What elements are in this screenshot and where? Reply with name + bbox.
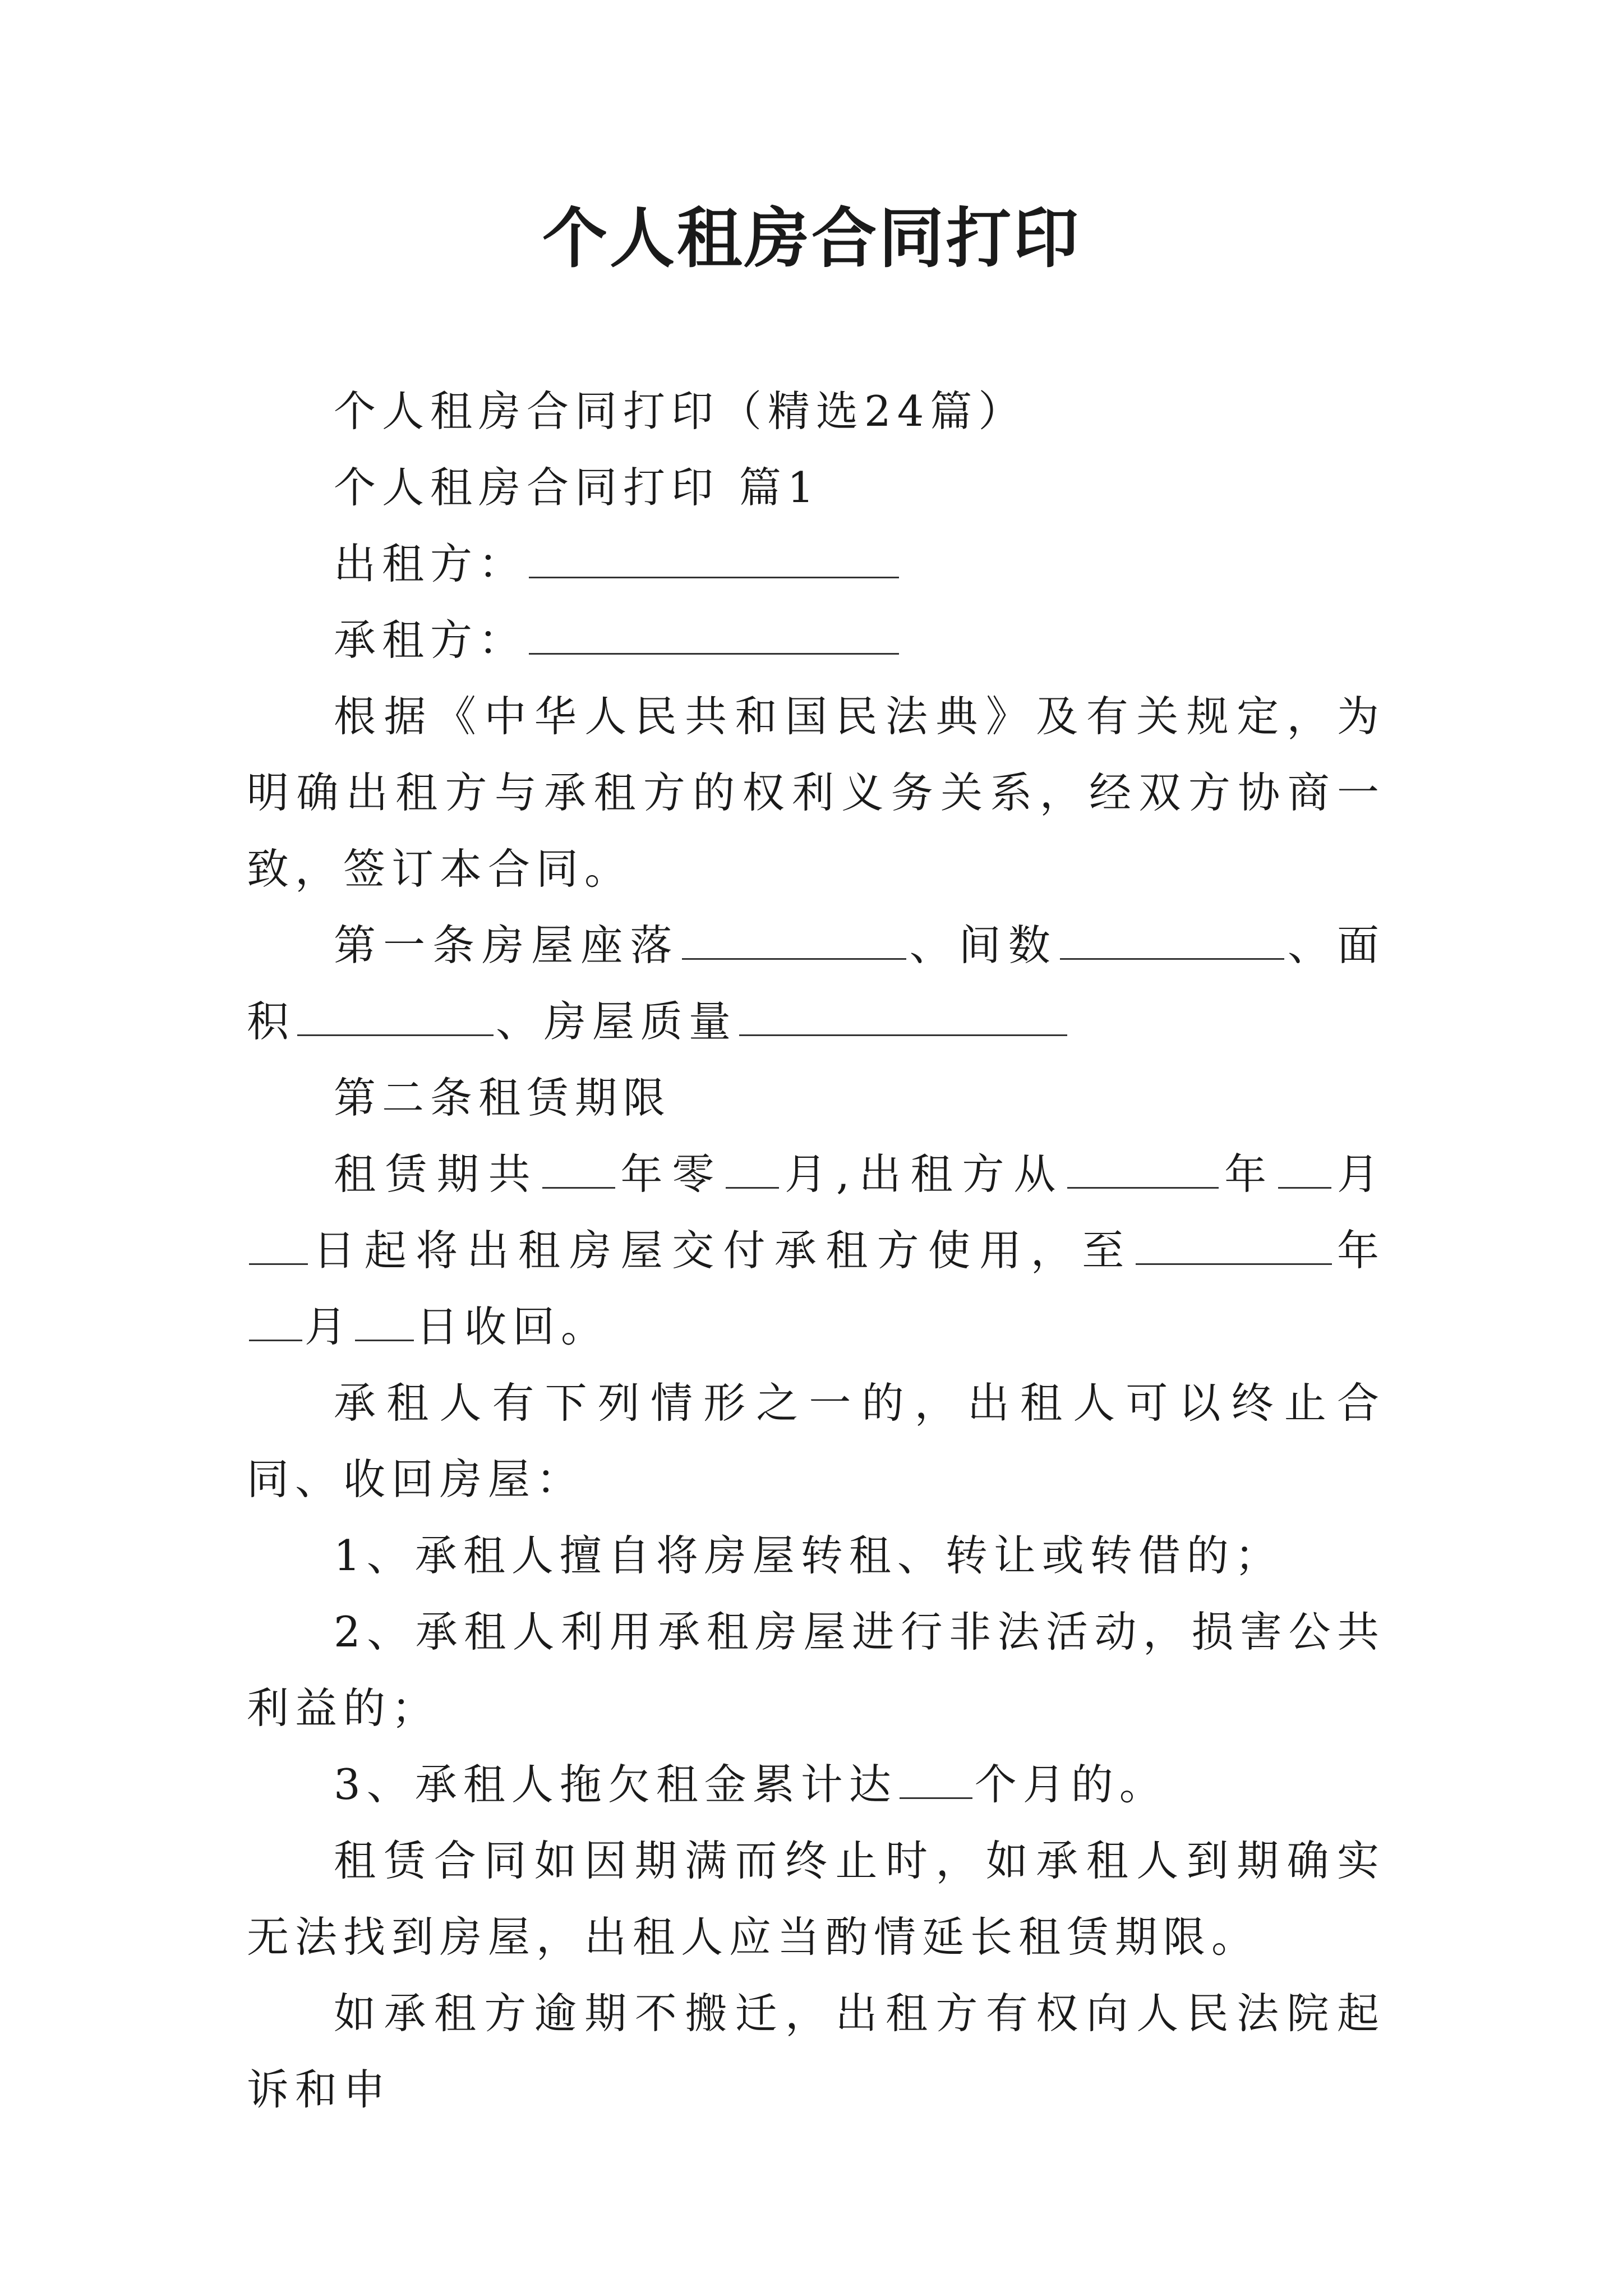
overdue-paragraph: 如承租方逾期不搬迁，出租方有权向人民法院起诉和申	[247, 1989, 1385, 2114]
clause-3-text-2: 个月的。	[974, 1760, 1168, 1809]
clause-2: 2、承租人利用承租房屋进行非法活动，损害公共利益的；	[247, 1607, 1385, 1733]
article2-heading: 第二条租赁期限	[334, 1073, 672, 1122]
quality-blank[interactable]	[739, 1000, 1067, 1036]
article1-rooms-label: 、间数	[908, 921, 1058, 970]
end-day-blank[interactable]	[355, 1305, 414, 1341]
end-year-blank[interactable]	[1136, 1228, 1332, 1265]
lessor-label: 出租方：	[334, 539, 527, 588]
lease-term-text-8: 月	[305, 1302, 353, 1351]
article1-quality-label: 、房屋质量	[496, 997, 737, 1046]
area-blank[interactable]	[297, 1000, 494, 1036]
clause-3	[247, 1746, 1385, 1823]
article1-area-label: 、面积	[247, 921, 1385, 1046]
intro-paragraph: 根据《中华人民共和国民法典》及有关规定，为明确出租方与承租方的权利义务关系，经双方协商一致，签订本合同。	[247, 692, 1385, 894]
article1-paragraph	[247, 907, 1385, 1060]
start-month-blank[interactable]	[1278, 1152, 1331, 1189]
document-title: 个人租房合同打印	[542, 200, 1081, 277]
lease-term-text-5: 月	[1334, 1149, 1385, 1199]
section-heading: 个人租房合同打印 篇1	[334, 463, 820, 512]
lessee-blank[interactable]	[529, 618, 899, 655]
lease-term-text-7: 年	[1334, 1226, 1385, 1275]
end-month-blank[interactable]	[249, 1305, 302, 1341]
arrears-months-blank[interactable]	[900, 1763, 972, 1799]
lease-term-paragraph	[247, 1136, 1385, 1365]
lease-months-blank[interactable]	[726, 1152, 779, 1189]
lease-term-text-1: 租赁期共	[334, 1149, 540, 1199]
lease-term-text-4: 年	[1221, 1149, 1276, 1199]
termination-intro: 承租人有下列情形之一的，出租人可以终止合同、收回房屋：	[247, 1378, 1385, 1504]
lease-term-text-6: 日起将出租房屋交付承租方使用，至	[310, 1226, 1133, 1275]
clause-1: 1、承租人擅自将房屋转租、转让或转借的；	[334, 1531, 1283, 1580]
lease-term-text-3: 月,出租方从	[781, 1149, 1066, 1199]
lease-term-text-9: 日收回。	[416, 1302, 610, 1351]
document-body	[247, 373, 1385, 2128]
lessee-line	[247, 602, 1385, 678]
start-day-blank[interactable]	[249, 1228, 308, 1265]
expiry-paragraph: 租赁合同如因期满而终止时，如承租人到期确实无法找到房屋，出租人应当酌情延长租赁期限。	[247, 1836, 1385, 1962]
subtitle-line: 个人租房合同打印（精选24篇）	[334, 386, 1027, 436]
clause-3-text-1: 3、承租人拖欠租金累计达	[334, 1760, 897, 1809]
article1-location-label: 第一条房屋座落	[334, 921, 680, 970]
lessee-label: 承租方：	[334, 615, 527, 665]
start-year-blank[interactable]	[1067, 1152, 1219, 1189]
lessor-blank[interactable]	[529, 542, 899, 578]
lease-years-blank[interactable]	[542, 1152, 615, 1189]
rooms-blank[interactable]	[1060, 923, 1284, 960]
lessor-line	[247, 526, 1385, 602]
location-blank[interactable]	[682, 923, 906, 960]
lease-term-text-2: 年零	[617, 1149, 724, 1199]
